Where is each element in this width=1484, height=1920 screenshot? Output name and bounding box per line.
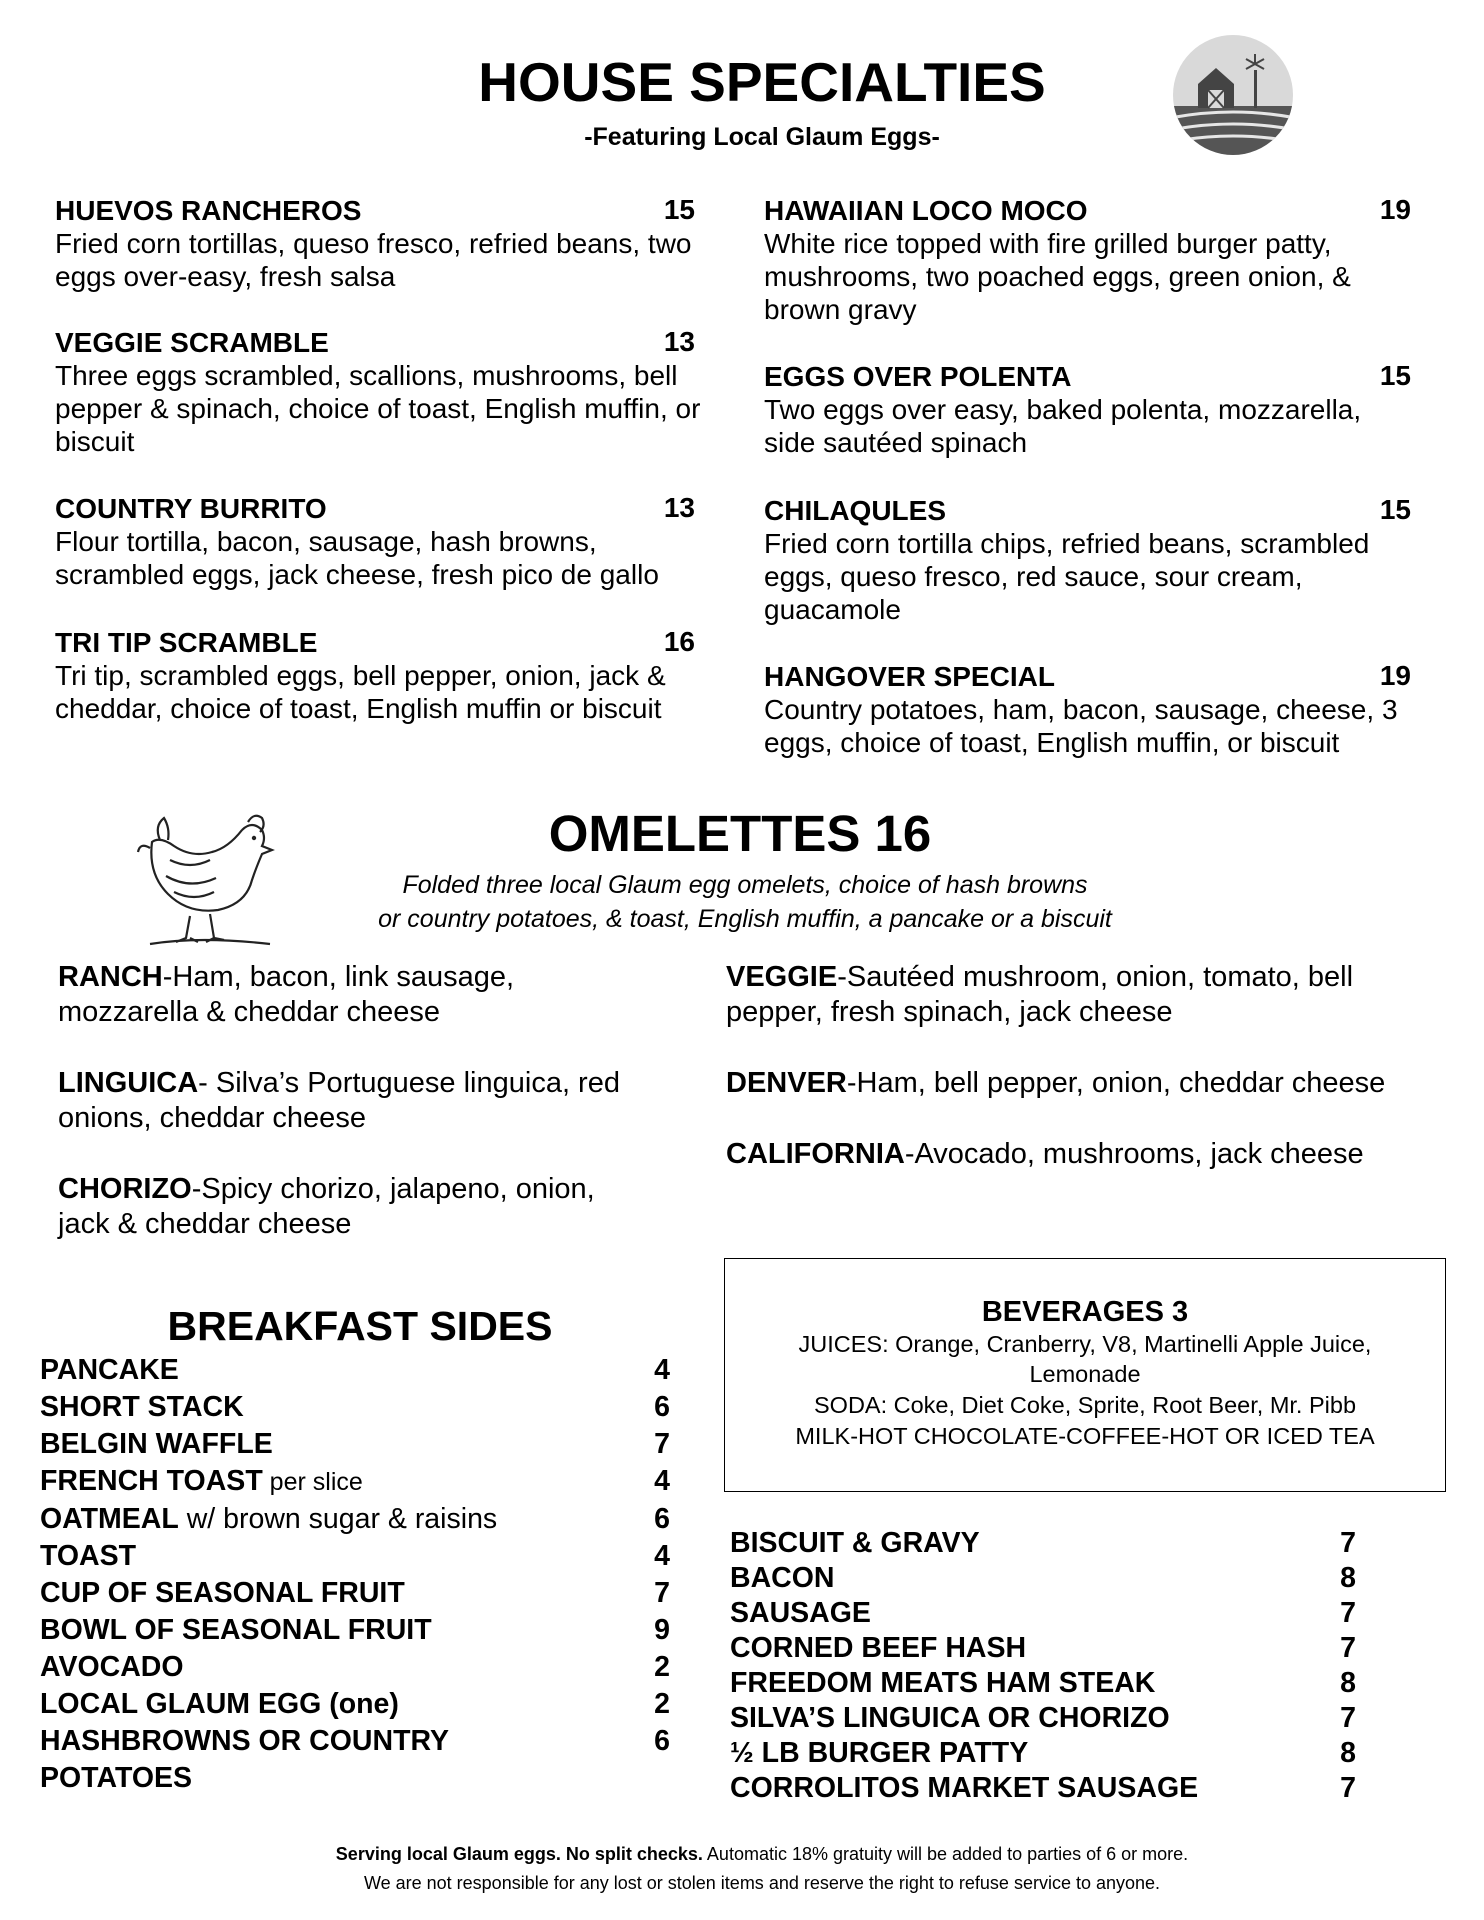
- side-price: 7: [1340, 1772, 1356, 1804]
- breakfast-sides-list: [40, 1352, 670, 1797]
- item-price: 13: [663, 326, 695, 357]
- item-name: HUEVOS RANCHEROS: [55, 195, 362, 226]
- side-name: FRENCH TOAST per slice: [40, 1465, 363, 1497]
- side-item: [40, 1612, 670, 1649]
- side-price: 4: [654, 1540, 670, 1572]
- house-right-column: [764, 194, 1429, 759]
- beverages-juices-cont: Lemonade: [1029, 1361, 1141, 1387]
- menu-item: [764, 494, 1429, 660]
- omelette-name: LINGUICA: [58, 1067, 199, 1099]
- item-name: VEGGIE SCRAMBLE: [55, 327, 329, 358]
- omelettes-title: OMELETTES 16: [548, 805, 932, 862]
- beverages-other: MILK-HOT CHOCOLATE-COFFEE-HOT OR ICED TEA: [795, 1423, 1375, 1449]
- side-name: SHORT STACK: [40, 1391, 244, 1423]
- side-price: 8: [1340, 1737, 1356, 1769]
- item-price: 19: [1379, 194, 1411, 225]
- item-price: 19: [1379, 660, 1411, 691]
- side-item: [40, 1389, 670, 1426]
- item-price: 15: [663, 194, 695, 225]
- omelette-description: -Ham, bell pepper, onion, cheddar cheese: [846, 1067, 1386, 1099]
- omelettes-subtitle-line1: Folded three local Glaum egg omelets, choice of hash browns: [402, 871, 1088, 899]
- omelettes-subtitle: [330, 868, 1160, 936]
- side-name: CUP OF SEASONAL FRUIT: [40, 1577, 405, 1609]
- side-item: [40, 1575, 670, 1612]
- omelettes-right-column: [726, 960, 1426, 1208]
- omelette-description: - Silva’s Portuguese linguica, red onions, cheddar cheese: [58, 1067, 620, 1134]
- side-name: PANCAKE: [40, 1354, 179, 1386]
- beverages-soda: SODA: Coke, Diet Coke, Sprite, Root Beer, Mr. Pibb: [813, 1392, 1357, 1418]
- item-description: Fried corn tortillas, queso fresco, refried beans, two eggs over-easy, fresh salsa: [55, 228, 692, 292]
- item-price: 15: [1379, 360, 1411, 391]
- side-price: 9: [654, 1614, 670, 1646]
- side-name: BISCUIT & GRAVY: [730, 1527, 980, 1559]
- item-description: Tri tip, scrambled eggs, bell pepper, onion, jack & cheddar, choice of toast, English muffin or biscuit: [55, 660, 666, 724]
- side-item: [40, 1463, 670, 1501]
- omelette-item: [726, 1066, 1426, 1101]
- menu-item: [55, 326, 715, 492]
- item-name: HANGOVER SPECIAL: [764, 661, 1055, 692]
- item-name: TRI TIP SCRAMBLE: [55, 627, 318, 658]
- side-item: [730, 1736, 1356, 1771]
- house-specialties-title: HOUSE SPECIALTIES: [478, 51, 1046, 113]
- side-price: 2: [654, 1651, 670, 1683]
- side-name: SAUSAGE: [730, 1597, 871, 1629]
- side-item: [40, 1538, 670, 1575]
- side-item: [40, 1649, 670, 1686]
- item-description: Fried corn tortilla chips, refried beans, scrambled eggs, queso fresco, red sauce, sour cream, guacamole: [764, 528, 1370, 625]
- house-specialties-subtitle: -Featuring Local Glaum Eggs-: [584, 123, 940, 151]
- side-price: 7: [1340, 1597, 1356, 1629]
- item-name: HAWAIIAN LOCO MOCO: [764, 195, 1088, 226]
- side-item: [40, 1723, 670, 1760]
- item-price: 16: [663, 626, 695, 657]
- side-item: [40, 1760, 670, 1797]
- side-name: CORROLITOS MARKET SAUSAGE: [730, 1772, 1199, 1804]
- side-name: BOWL OF SEASONAL FRUIT: [40, 1614, 432, 1646]
- side-name: BELGIN WAFFLE: [40, 1428, 273, 1460]
- side-price: 4: [654, 1465, 670, 1497]
- side-name: FREEDOM MEATS HAM STEAK: [730, 1667, 1156, 1699]
- side-item: [40, 1352, 670, 1389]
- side-name: BACON: [730, 1562, 835, 1594]
- side-price: 7: [654, 1577, 670, 1609]
- omelette-name: DENVER: [726, 1067, 847, 1099]
- side-name: ½ LB BURGER PATTY: [730, 1737, 1029, 1769]
- side-item: [730, 1526, 1356, 1561]
- omelette-item: [726, 960, 1406, 1030]
- omelette-name: VEGGIE: [726, 961, 838, 993]
- side-price: 7: [1340, 1632, 1356, 1664]
- menu-item: [55, 492, 715, 626]
- omelette-name: RANCH: [58, 961, 163, 993]
- omelette-description: -Spicy chorizo, jalapeno, onion, jack & cheddar cheese: [58, 1173, 595, 1240]
- footer-line2: We are not responsible for any lost or stolen items and reserve the right to refuse service to anyone.: [363, 1873, 1161, 1893]
- omelette-description: -Ham, bacon, link sausage, mozzarella & cheddar cheese: [58, 961, 515, 1028]
- side-name: CORNED BEEF HASH: [730, 1632, 1027, 1664]
- item-name: EGGS OVER POLENTA: [764, 361, 1072, 392]
- side-price: 8: [1340, 1667, 1356, 1699]
- beverages-box: [724, 1258, 1446, 1492]
- beverages-title: BEVERAGES 3: [981, 1296, 1189, 1328]
- omelettes-subtitle-line2: or country potatoes, & toast, English muffin, a pancake or a biscuit: [378, 905, 1112, 933]
- beverages-juices: JUICES: Orange, Cranberry, V8, Martinelli Apple Juice,: [798, 1331, 1372, 1357]
- side-price: 6: [654, 1503, 670, 1535]
- side-item: [40, 1501, 670, 1538]
- menu-item: [764, 360, 1429, 494]
- side-item: [730, 1666, 1356, 1701]
- omelette-item: [58, 1172, 638, 1242]
- side-item: [40, 1426, 670, 1463]
- meat-sides-list: [730, 1526, 1356, 1806]
- item-description: White rice topped with fire grilled burger patty, mushrooms, two poached eggs, green onion, & brown gravy: [764, 228, 1351, 325]
- side-name: HASHBROWNS OR COUNTRY: [40, 1725, 450, 1757]
- side-item: [730, 1771, 1356, 1806]
- side-item: [730, 1701, 1356, 1736]
- side-name: AVOCADO: [40, 1651, 184, 1683]
- breakfast-sides-title: BREAKFAST SIDES: [167, 1303, 553, 1349]
- side-price: 6: [654, 1391, 670, 1423]
- omelette-name: CHORIZO: [58, 1173, 192, 1205]
- menu-item: [764, 660, 1429, 759]
- omelette-item: [58, 1066, 638, 1136]
- barn-logo-icon: [1170, 32, 1296, 158]
- side-price: 2: [654, 1688, 670, 1720]
- item-description: Three eggs scrambled, scallions, mushrooms, bell pepper & spinach, choice of toast, English muffin, or biscuit: [55, 360, 701, 457]
- side-price: 7: [1340, 1702, 1356, 1734]
- item-description: Flour tortilla, bacon, sausage, hash browns, scrambled eggs, jack cheese, fresh pico de gallo: [55, 526, 659, 590]
- side-name: POTATOES: [40, 1762, 193, 1794]
- menu-item: [55, 194, 715, 326]
- item-price: 15: [1379, 494, 1411, 525]
- side-price: 7: [1340, 1527, 1356, 1559]
- side-name: OATMEAL w/ brown sugar & raisins: [40, 1503, 498, 1535]
- side-price: 7: [654, 1428, 670, 1460]
- side-price: 8: [1340, 1562, 1356, 1594]
- side-price: 4: [654, 1354, 670, 1386]
- footer-line1: [40, 1840, 1484, 1869]
- menu-item: [764, 194, 1429, 360]
- house-left-column: [55, 194, 715, 725]
- omelette-description: -Sautéed mushroom, onion, tomato, bell pepper, fresh spinach, jack cheese: [726, 961, 1354, 1028]
- side-item: [40, 1686, 670, 1723]
- item-description: Two eggs over easy, baked polenta, mozzarella, side sautéed spinach: [764, 394, 1362, 458]
- side-item: [730, 1631, 1356, 1666]
- omelette-item: [58, 960, 638, 1030]
- omelette-item: [726, 1137, 1426, 1172]
- item-name: COUNTRY BURRITO: [55, 493, 327, 524]
- item-name: CHILAQULES: [764, 495, 946, 526]
- omelettes-left-column: [58, 960, 638, 1278]
- side-item: [730, 1561, 1356, 1596]
- omelette-description: -Avocado, mushrooms, jack cheese: [904, 1138, 1364, 1170]
- footer: [0, 1840, 1484, 1898]
- hen-illustration-icon: [130, 800, 280, 950]
- side-name: LOCAL GLAUM EGG (one): [40, 1688, 399, 1720]
- side-price: 6: [654, 1725, 670, 1757]
- side-item: [730, 1596, 1356, 1631]
- side-name: SILVA’S LINGUICA OR CHORIZO: [730, 1702, 1170, 1734]
- side-name: TOAST: [40, 1540, 137, 1572]
- footer-bold: Serving local Glaum eggs. No split checks.: [335, 1844, 703, 1864]
- omelette-name: CALIFORNIA: [726, 1138, 905, 1170]
- item-description: Country potatoes, ham, bacon, sausage, cheese, 3 eggs, choice of toast, English muffin, or biscuit: [764, 694, 1398, 758]
- item-price: 13: [663, 492, 695, 523]
- footer-gratuity: Automatic 18% gratuity will be added to parties of 6 or more.: [702, 1844, 1189, 1864]
- menu-item: [55, 626, 715, 725]
